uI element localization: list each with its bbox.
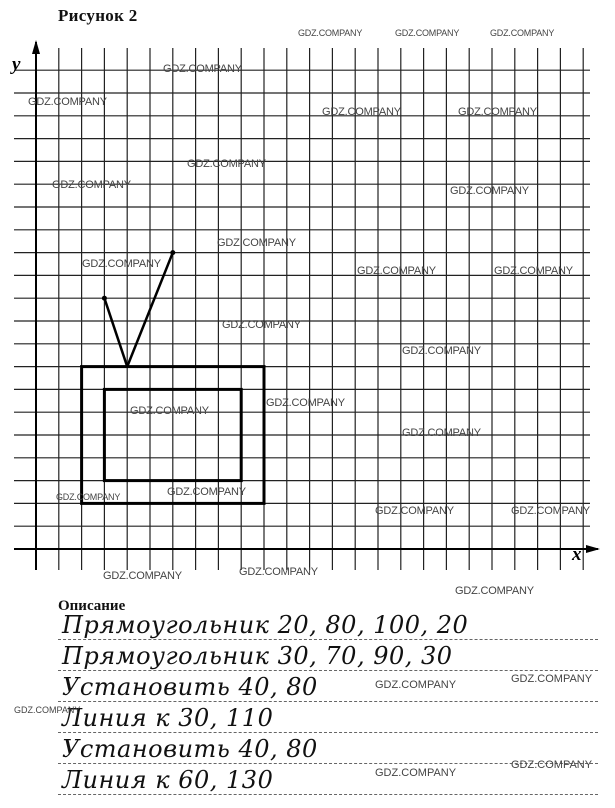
description-text: Линия к 60, 130 (62, 766, 274, 794)
watermark-text: GDZ.COMPANY (52, 179, 131, 191)
watermark-text: GDZ.COMPANY (375, 767, 457, 779)
watermark-text: GDZ.COMPANY (511, 505, 590, 517)
watermark-text: GDZ.COMPANY (402, 427, 481, 439)
description-line-6 (58, 767, 598, 795)
watermark-text: GDZ.COMPANY (187, 158, 266, 170)
watermark-text: GDZ.COMPANY (375, 505, 454, 517)
watermark-text: GDZ.COMPANY (375, 679, 457, 691)
watermark-text: GDZ.COMPANY (239, 566, 318, 578)
watermark-text: GDZ.COMPANY (357, 265, 436, 277)
watermark-text: GDZ.COMPANY (217, 237, 296, 249)
watermark-text: GDZ.COMPANY (298, 28, 363, 38)
watermark-text: GDZ.COMPANY (490, 28, 555, 38)
y-axis-label: y (12, 54, 21, 75)
watermark-text: GDZ.COMPANY (511, 759, 593, 771)
watermark-text: GDZ.COMPANY (163, 63, 242, 75)
axes (14, 40, 600, 570)
watermark-text: GDZ.COMPANY (322, 106, 401, 118)
drawn-line (104, 298, 127, 366)
watermark-text: GDZ.COMPANY (511, 673, 593, 685)
description-text: Прямоугольник 20, 80, 100, 20 (62, 611, 469, 639)
watermark-text: GDZ.COMPANY (103, 570, 182, 582)
watermark-text: GDZ.COMPANY (56, 492, 121, 502)
description-text: Линия к 30, 110 (62, 704, 274, 732)
watermark-text: GDZ.COMPANY (14, 705, 81, 715)
description-line-1 (58, 612, 598, 640)
x-axis-arrow (586, 545, 600, 553)
x-axis-label: x (572, 544, 582, 565)
description-title: Описание (58, 598, 126, 614)
watermark-text: GDZ.COMPANY (455, 585, 534, 597)
watermark-text: GDZ.COMPANY (28, 96, 107, 108)
watermark-text: GDZ.COMPANY (395, 28, 460, 38)
watermark-text: GDZ.COMPANY (130, 405, 209, 417)
watermark-text: GDZ.COMPANY (266, 397, 345, 409)
description-text: Прямоугольник 30, 70, 90, 30 (62, 642, 453, 670)
watermark-text: GDZ.COMPANY (222, 319, 301, 331)
watermark-text: GDZ.COMPANY (167, 486, 246, 498)
watermark-text: GDZ.COMPANY (494, 265, 573, 277)
line-endpoint (102, 296, 107, 301)
y-axis-arrow (32, 40, 40, 54)
watermark-text: GDZ.COMPANY (82, 258, 161, 270)
description-text: Установить 40, 80 (62, 673, 318, 701)
watermark-text: GDZ.COMPANY (458, 106, 537, 118)
description-line-2 (58, 643, 598, 671)
figure-title: Рисунок 2 (58, 6, 138, 25)
watermark-text: GDZ.COMPANY (450, 185, 529, 197)
description-line-4 (58, 705, 598, 733)
watermark-text: GDZ.COMPANY (402, 345, 481, 357)
line-endpoint (170, 250, 175, 255)
description-text: Установить 40, 80 (62, 735, 318, 763)
